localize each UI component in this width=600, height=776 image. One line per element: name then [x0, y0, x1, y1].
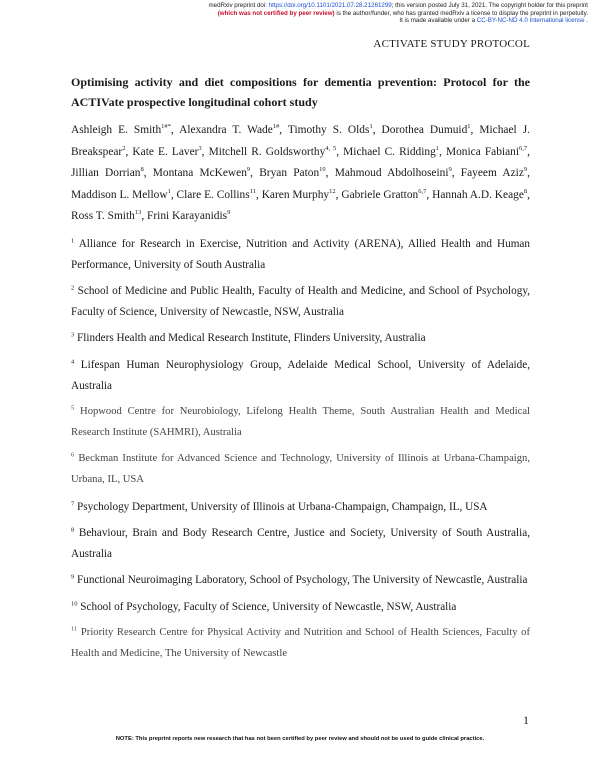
- author: [153, 167, 250, 179]
- author: [259, 167, 325, 179]
- author-name: Clare E. Collins: [176, 188, 250, 201]
- author: [147, 210, 230, 222]
- banner-text: ; this version posted July 31, 2021. The copyright holder for this preprint: [391, 2, 588, 9]
- author-affiliation-marker: 12: [329, 187, 336, 195]
- affiliation-item: [71, 355, 530, 396]
- banner-text: It is made available under a: [399, 17, 477, 25]
- paper-title: Optimising activity and diet compositions for dementia prevention: Protocol for the ACTIVate prospective longitudinal cohort study: [71, 75, 530, 109]
- affiliation-text: Hopwood Centre for Neurobiology, Lifelong Health Theme, South Australian Health and Medical Research Institute (SAHMRI), Australia: [71, 406, 530, 438]
- author-name: Dorothea Dumuid: [381, 124, 468, 136]
- author: [382, 124, 471, 136]
- affiliation-number: 8: [71, 526, 75, 534]
- author-list: Ashleigh E. Smith$^{1\#*}$, Alexandra T. Wade$^{1\#}$, Timothy S. Olds$^1$, Dorothea Dumuid$^1$, Michael J. Breakspear$^2$, Kate E. Laver$^3$, Mitchell R. Goldsworthy$^{4, 5}$, Michael C. Ridding$^1$, Monica Fabiani$^{6,7}$, Jillian Dorrian$^8$, Montana McKewen$^9$, Bryan Paton$^{10}$, Mahmoud Abdolhoseini$^9$, Fayeem Aziz$^9$, Maddison L. Mellow$^1$, Clare E. Collins$^{11}$, Karen Murphy$^{12}$, Gabriele Gratton$^{6,7}$, Hannah A.D. Keage$^8$, Ross T. Smith$^{13}$, Frini Karayanidis$^9$: [71, 123, 531, 223]
- author-name: Fayeem Aziz: [460, 167, 524, 180]
- affiliation-number: 3: [71, 331, 75, 339]
- author: [335, 167, 452, 179]
- affiliation-number: 1: [71, 237, 75, 245]
- affiliation-text: School of Psychology, Faculty of Science, University of Newcastle, NSW, Australia: [77, 600, 457, 613]
- affiliation-item: [71, 623, 530, 664]
- author: [341, 189, 426, 201]
- author-name: Ashleigh E. Smith: [71, 124, 162, 136]
- author-name: Mitchell R. Goldsworthy: [208, 145, 326, 158]
- banner-text: is the author/funder, who has granted medRxiv a license to display the preprint in perpetuity.: [334, 9, 588, 17]
- author-affiliation-marker: 9: [523, 166, 528, 174]
- title-page-content: [71, 72, 530, 671]
- author: [71, 167, 144, 179]
- affiliation-item: [71, 328, 530, 349]
- author-affiliation-marker: 9: [227, 209, 231, 217]
- affiliation-number: 2: [71, 284, 75, 292]
- author: [177, 189, 256, 201]
- author-affiliation-marker: 9: [246, 166, 251, 174]
- affiliation-number: 5: [71, 404, 75, 412]
- affiliation-number: 11: [71, 625, 78, 633]
- affiliation-item: [71, 570, 530, 591]
- author-name: Timothy S. Olds: [287, 124, 370, 136]
- author-name: Mahmoud Abdolhoseini: [334, 167, 449, 180]
- footer-disclaimer: NOTE: This preprint reports new research that has not been certified by peer review and should not be used to guide clinical practice.: [115, 736, 485, 742]
- affiliation-text: Flinders Health and Medical Research Institute, Flinders University, Australia: [74, 332, 426, 345]
- affiliation-item: [71, 281, 530, 322]
- affiliation-text: Behaviour, Brain and Body Research Centre, Justice and Society, University of South Australia, Australia: [71, 527, 530, 560]
- affiliation-number: 6: [71, 451, 75, 459]
- author-affiliation-marker: 1#: [272, 123, 280, 131]
- author-name: Karen Murphy: [261, 188, 330, 201]
- banner-line-1: [20, 2, 588, 10]
- author-name: Montana McKewen: [152, 167, 247, 180]
- author-affiliation-marker: 13: [134, 209, 142, 217]
- peer-review-warning: (which was not certified by peer review): [217, 9, 335, 17]
- affiliation-list: [71, 234, 530, 665]
- author-affiliation-marker: 4, 5: [325, 144, 337, 152]
- author-affiliation-marker: 8: [523, 187, 528, 195]
- author-name: Alexandra T. Wade: [179, 124, 273, 136]
- author-name: Maddison L. Mellow: [71, 188, 168, 201]
- author: [71, 210, 141, 222]
- author: [71, 189, 171, 201]
- author: [461, 167, 527, 179]
- affiliation-text: Psychology Department, University of Illinois at Urbana-Champaign, Champaign, IL, USA: [74, 500, 488, 513]
- author: [432, 189, 527, 201]
- author-affiliation-marker: 1: [167, 187, 171, 195]
- affiliation-number: 10: [71, 600, 78, 608]
- author-affiliation-marker: 1: [435, 144, 440, 152]
- affiliation-text: Alliance for Research in Exercise, Nutrition and Activity (ARENA), Allied Health and Human Performance, University of South Australia: [71, 237, 530, 271]
- author-affiliation-marker: 1: [369, 123, 373, 131]
- author-affiliation-marker: 6,7: [519, 144, 528, 152]
- affiliation-text: Functional Neuroimaging Laboratory, School of Psychology, The University of Newcastle, Australia: [74, 574, 528, 587]
- affiliation-item: [71, 497, 530, 518]
- author-affiliation-marker: 11: [249, 187, 256, 195]
- author: [209, 146, 337, 158]
- author-name: Kate E. Laver: [132, 145, 199, 158]
- author-name: Michael C. Ridding: [343, 145, 436, 158]
- author-name: Michael J. Breakspear: [71, 124, 530, 158]
- affiliation-text: Beckman Institute for Advanced Science and Technology, University of Illinois at Urbana-Champaign, Urbana, IL, USA: [71, 453, 530, 485]
- affiliation-text: Priority Research Centre for Physical Activity and Nutrition and School of Health Sciences, Faculty of Health and Medicine, The University of Newcastle: [71, 627, 530, 660]
- doi-link[interactable]: https://doi.org/10.1101/2021.07.28.21261299: [268, 2, 392, 9]
- affiliation-item: [71, 402, 530, 443]
- affiliation-number: 9: [71, 573, 75, 581]
- author-name: Monica Fabiani: [445, 145, 520, 158]
- banner-text: .: [584, 17, 588, 25]
- author: [179, 124, 279, 136]
- author: [71, 124, 171, 136]
- author-name: Ross T. Smith: [71, 210, 135, 223]
- author-affiliation-marker: 8: [140, 166, 144, 174]
- affiliation-number: 7: [71, 499, 75, 507]
- author-affiliation-marker: 3: [198, 144, 202, 152]
- banner-text: medRxiv preprint doi:: [208, 2, 269, 9]
- author-name: Gabriele Gratton: [341, 188, 419, 201]
- author: [446, 146, 527, 158]
- affiliation-item: [71, 234, 530, 275]
- author-name: Jillian Dorrian: [71, 167, 141, 180]
- author-name: Hannah A.D. Keage: [432, 188, 524, 201]
- author-affiliation-marker: 2: [122, 144, 126, 152]
- preprint-banner: [20, 2, 588, 25]
- author-name: Bryan Paton: [259, 167, 320, 180]
- affiliation-item: [71, 523, 530, 564]
- author-affiliation-marker: 6,7: [418, 187, 427, 195]
- author: [262, 189, 336, 201]
- author-affiliation-marker: 1#*: [161, 123, 171, 131]
- affiliation-item: [71, 449, 530, 490]
- author-affiliation-marker: 1: [467, 123, 471, 131]
- affiliation-text: School of Medicine and Public Health, Faculty of Health and Medicine, and School of Psychology, Faculty of Science, University of Newcastle, NSW, Australia: [71, 285, 530, 318]
- author: [288, 124, 373, 136]
- affiliation-number: 4: [71, 358, 75, 366]
- affiliation-text: Lifespan Human Neurophysiology Group, Adelaide Medical School, University of Adelaide, Australia: [71, 358, 530, 392]
- author-affiliation-marker: 9: [448, 166, 452, 174]
- affiliation-item: [71, 597, 530, 618]
- author-name: Frini Karayanidis: [147, 210, 228, 223]
- author: [343, 146, 439, 158]
- license-link[interactable]: CC-BY-NC-ND 4.0 International license: [476, 17, 585, 25]
- running-head: ACTIVATE STUDY PROTOCOL: [373, 38, 530, 50]
- banner-line-2: [20, 10, 588, 18]
- page-number: 1: [523, 713, 529, 727]
- author: [132, 146, 201, 158]
- banner-line-3: [20, 17, 588, 25]
- author-affiliation-marker: 10: [319, 166, 326, 174]
